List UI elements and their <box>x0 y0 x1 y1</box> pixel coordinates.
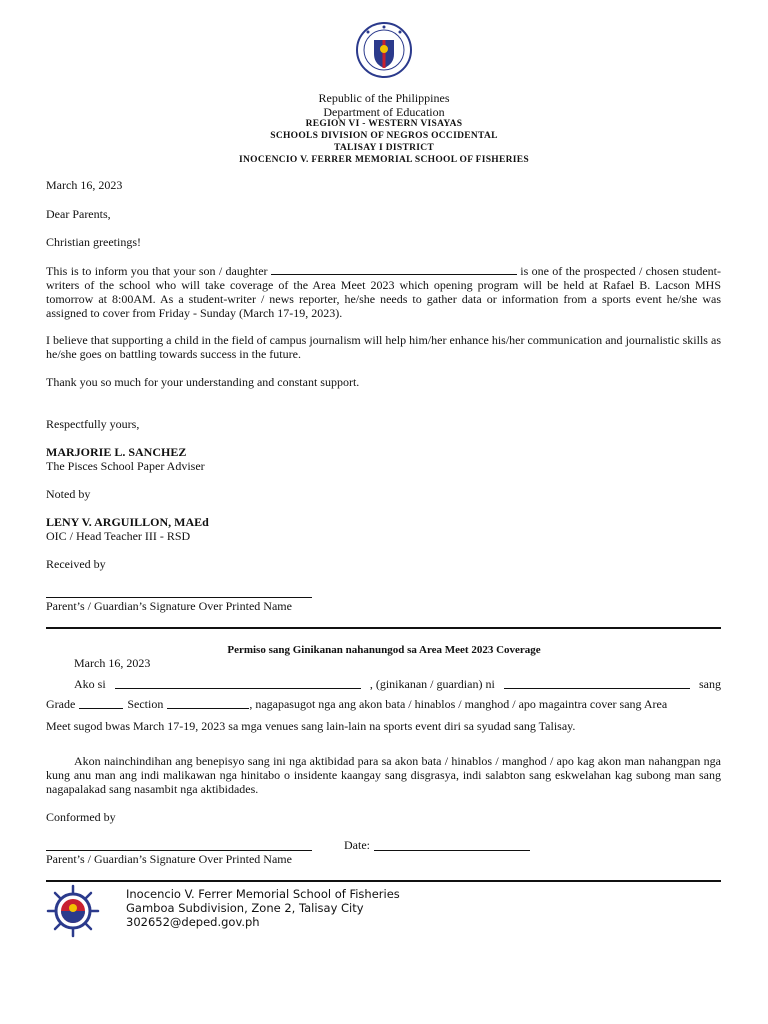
date-label: Date: <box>344 838 370 852</box>
p1-text-before: This is to inform you that your son / daughter <box>46 264 268 278</box>
signer-2-name: LENY V. ARGUILLON, MAEd <box>46 515 209 529</box>
received-by-label: Received by <box>46 557 106 571</box>
footer-address: Gamboa Subdivision, Zone 2, Talisay City <box>126 901 364 915</box>
section-blank[interactable] <box>167 697 249 709</box>
header-school: INOCENCIO V. FERRER MEMORIAL SCHOOL OF FISHERIES <box>238 155 530 165</box>
student-name-blank[interactable] <box>271 263 517 275</box>
letter-paragraph-1 <box>46 263 721 320</box>
received-signature-line[interactable] <box>46 597 312 598</box>
school-logo <box>46 884 100 938</box>
deped-seal-logo <box>356 22 412 78</box>
footer-email[interactable]: 302652@deped.gov.ph <box>126 915 260 929</box>
conformed-signature-line[interactable] <box>46 850 312 851</box>
letter-paragraph-2: I believe that supporting a child in the field of campus journalism will help him/her enhance his/her communication and journalistic skills as he/she goes on battling towards success in the future. <box>46 333 721 361</box>
header-division: SCHOOLS DIVISION OF NEGROS OCCIDENTAL <box>270 131 498 141</box>
header-department: Department of Education <box>323 105 445 119</box>
letter-salutation: Dear Parents, <box>46 207 111 221</box>
letter-date: March 16, 2023 <box>46 178 123 192</box>
permit-l2-b: Section <box>127 697 164 711</box>
footer-school-name: Inocencio V. Ferrer Memorial School of Fisheries <box>126 887 400 901</box>
signer-1-title: The Pisces School Paper Adviser <box>46 459 205 473</box>
date-blank[interactable] <box>374 850 530 851</box>
permit-l2-c: , nagapasugot nga ang akon bata / hinablos / manghod / apo magaintra cover sang Area <box>249 697 668 711</box>
conformed-by-label: Conformed by <box>46 810 116 824</box>
noted-by-label: Noted by <box>46 487 91 501</box>
permit-l2-a: Grade <box>46 697 76 711</box>
section-divider <box>46 627 721 629</box>
header-republic: Republic of the Philippines <box>318 91 450 105</box>
p1-text-after: is one of the prospected / chosen student-writers of the school who will take coverage of the Area Meet 2023 which opening program will be held at Rafael B. Lacson MHS tomorrow at 8:00AM. As a student-writer / news reporter, he/she needs to gather data or information from a sports event he/she was assigned to cover from Friday - Sunday (March 17-19, 2023). <box>46 264 722 320</box>
letter-paragraph-3: Thank you so much for your understanding and constant support. <box>46 375 360 389</box>
letter-greeting: Christian greetings! <box>46 235 141 249</box>
letter-closing: Respectfully yours, <box>46 417 140 431</box>
permit-l1-c: sang <box>698 677 721 691</box>
footer-divider <box>46 880 721 882</box>
parent-name-blank[interactable] <box>115 677 361 689</box>
permit-date: March 16, 2023 <box>74 656 151 670</box>
header-region: REGION VI - WESTERN VISAYAS <box>305 119 463 129</box>
permit-l1-b: , (ginikanan / guardian) ni <box>369 677 495 691</box>
conformed-signature-caption: Parent’s / Guardian’s Signature Over Printed Name <box>46 852 292 866</box>
grade-blank[interactable] <box>79 697 123 709</box>
permit-l1-a: Ako si <box>74 677 106 691</box>
signer-2-title: OIC / Head Teacher III - RSD <box>46 529 191 543</box>
permit-line-3: Meet sugod bwas March 17-19, 2023 sa mga venues sang lain-lain na sports event diri sa syudad sang Talisay. <box>46 719 576 733</box>
header-district: TALISAY I DISTRICT <box>333 143 435 153</box>
permit-line-1 <box>46 677 721 691</box>
permit-line-2 <box>46 697 721 711</box>
signer-1-name: MARJORIE L. SANCHEZ <box>46 445 187 459</box>
permit-title: Permiso sang Ginikanan nahanungod sa Area Meet 2023 Coverage <box>227 644 541 656</box>
permit-paragraph-2: Akon nainchindihan ang benepisyo sang ini nga aktibidad para sa akon bata / hinablos / manghod / apo kag akon man nahangpan nga kung anu man ang indi malikawan nga hinitabo o insidente kaangay sang disgrasya, indi salabton sang eskwelahan kag subong man sang nagapalakad sang nasambit nga aktibidades. <box>46 754 721 796</box>
received-signature-caption: Parent’s / Guardian’s Signature Over Printed Name <box>46 599 292 613</box>
child-name-blank[interactable] <box>504 677 690 689</box>
